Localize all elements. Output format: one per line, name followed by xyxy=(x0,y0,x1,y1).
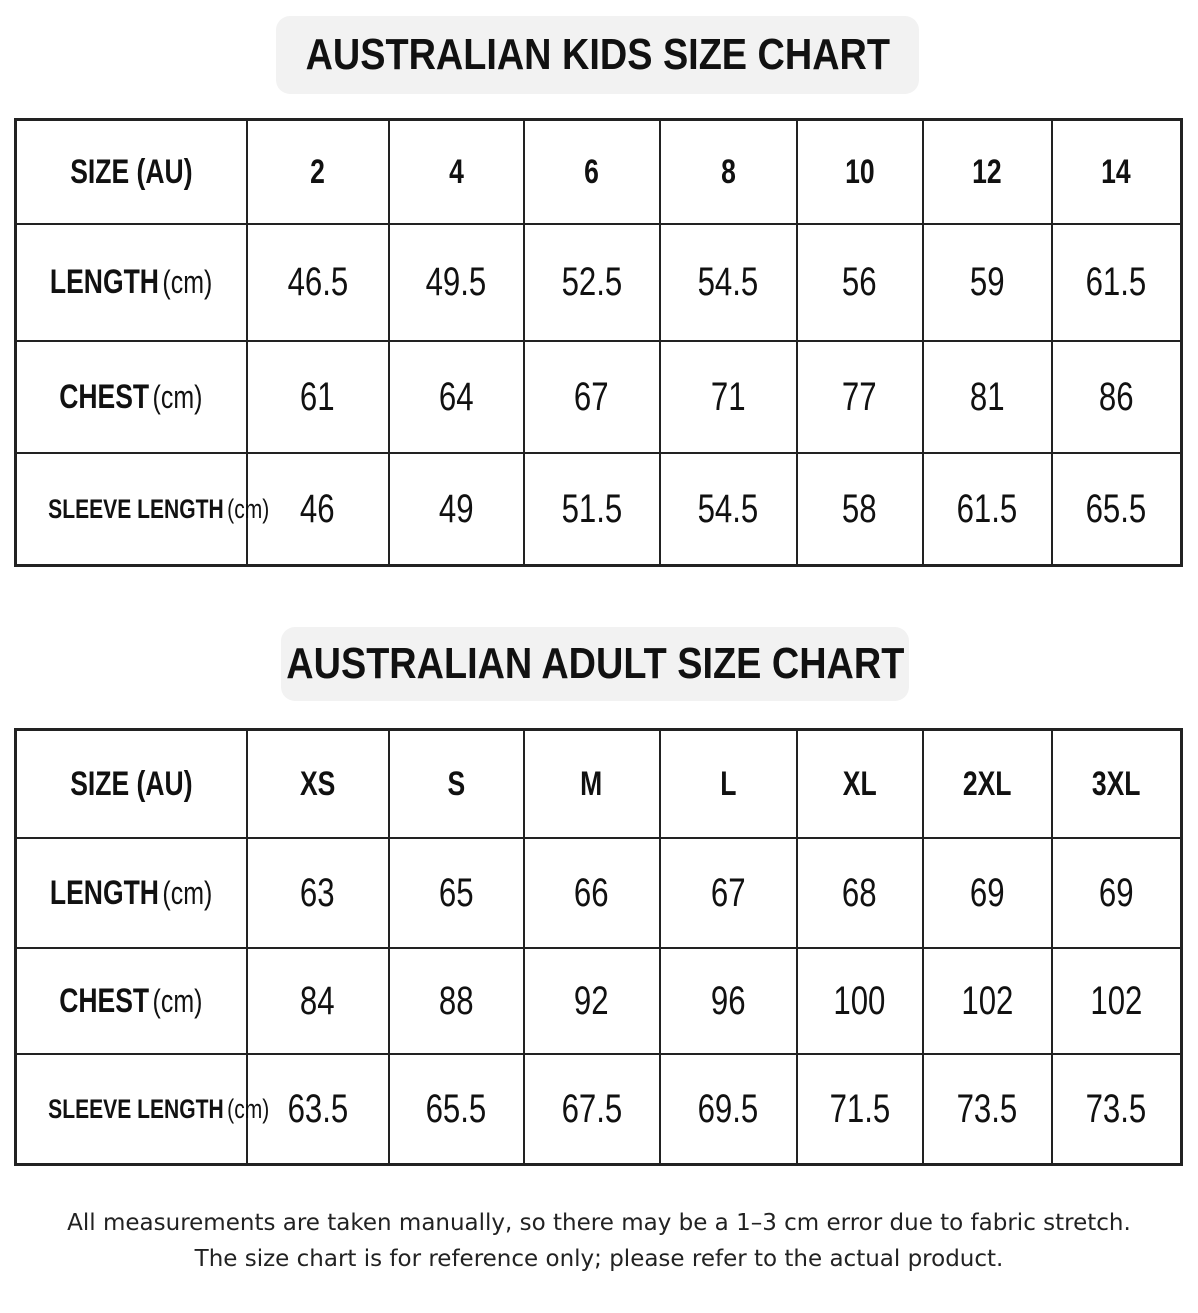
value-cell: 68 xyxy=(797,838,923,948)
value-cell: 73.5 xyxy=(923,1054,1052,1165)
value-cell: 67.5 xyxy=(524,1054,660,1165)
header-row xyxy=(16,120,1182,225)
row-label-cell: LENGTH (cm) xyxy=(16,838,247,948)
header-label-cell: SIZE (AU) xyxy=(16,730,247,839)
kids-chart-title-text: AUSTRALIAN KIDS SIZE CHART xyxy=(305,30,890,79)
chest-row xyxy=(16,948,1182,1054)
value-cell: 71.5 xyxy=(797,1054,923,1165)
value-cell: 46.5 xyxy=(247,224,389,341)
value-cell: 63 xyxy=(247,838,389,948)
header-row xyxy=(16,730,1182,839)
size-cell: XL xyxy=(797,730,923,839)
value-cell: 100 xyxy=(797,948,923,1054)
size-cell: 10 xyxy=(797,120,923,225)
value-cell: 92 xyxy=(524,948,660,1054)
sleeve-length-row xyxy=(16,453,1182,566)
size-cell: XS xyxy=(247,730,389,839)
value-cell: 61.5 xyxy=(1052,224,1182,341)
value-cell: 65.5 xyxy=(389,1054,524,1165)
value-cell: 69 xyxy=(923,838,1052,948)
row-label-cell: CHEST (cm) xyxy=(16,948,247,1054)
value-cell: 49.5 xyxy=(389,224,524,341)
value-cell: 67 xyxy=(660,838,797,948)
size-cell: 6 xyxy=(524,120,660,225)
adult-chart-title xyxy=(281,627,909,701)
value-cell: 65 xyxy=(389,838,524,948)
value-cell: 61.5 xyxy=(923,453,1052,566)
value-cell: 54.5 xyxy=(660,224,797,341)
value-cell: 61 xyxy=(247,341,389,453)
row-label-cell: SLEEVE LENGTH (cm) xyxy=(16,453,247,566)
chest-row xyxy=(16,341,1182,453)
size-cell: 8 xyxy=(660,120,797,225)
value-cell: 51.5 xyxy=(524,453,660,566)
value-cell: 66 xyxy=(524,838,660,948)
value-cell: 49 xyxy=(389,453,524,566)
value-cell: 63.5 xyxy=(247,1054,389,1165)
value-cell: 65.5 xyxy=(1052,453,1182,566)
value-cell: 88 xyxy=(389,948,524,1054)
value-cell: 58 xyxy=(797,453,923,566)
value-cell: 102 xyxy=(923,948,1052,1054)
adult-size-table xyxy=(14,728,1183,1166)
value-cell: 96 xyxy=(660,948,797,1054)
sleeve-length-row xyxy=(16,1054,1182,1165)
value-cell: 84 xyxy=(247,948,389,1054)
length-row xyxy=(16,224,1182,341)
value-cell: 77 xyxy=(797,341,923,453)
row-label-cell: SLEEVE LENGTH (cm) xyxy=(16,1054,247,1165)
value-cell: 102 xyxy=(1052,948,1182,1054)
value-cell: 54.5 xyxy=(660,453,797,566)
value-cell: 46 xyxy=(247,453,389,566)
row-label-cell: LENGTH (cm) xyxy=(16,224,247,341)
value-cell: 73.5 xyxy=(1052,1054,1182,1165)
size-cell: L xyxy=(660,730,797,839)
kids-chart-title xyxy=(276,16,919,94)
value-cell: 67 xyxy=(524,341,660,453)
row-label-cell: CHEST (cm) xyxy=(16,341,247,453)
value-cell: 69.5 xyxy=(660,1054,797,1165)
value-cell: 71 xyxy=(660,341,797,453)
size-cell: 4 xyxy=(389,120,524,225)
value-cell: 59 xyxy=(923,224,1052,341)
value-cell: 56 xyxy=(797,224,923,341)
value-cell: 52.5 xyxy=(524,224,660,341)
value-cell: 64 xyxy=(389,341,524,453)
kids-size-table xyxy=(14,118,1183,567)
adult-chart-title-text: AUSTRALIAN ADULT SIZE CHART xyxy=(286,639,905,688)
size-cell: M xyxy=(524,730,660,839)
value-cell: 86 xyxy=(1052,341,1182,453)
size-cell: 2XL xyxy=(923,730,1052,839)
value-cell: 81 xyxy=(923,341,1052,453)
size-cell: 12 xyxy=(923,120,1052,225)
header-label-cell: SIZE (AU) xyxy=(16,120,247,225)
length-row xyxy=(16,838,1182,948)
value-cell: 69 xyxy=(1052,838,1182,948)
size-cell: S xyxy=(389,730,524,839)
reference-note: The size chart is for reference only; please refer to the actual product. xyxy=(194,1246,1004,1272)
measurement-note: All measurements are taken manually, so there may be a 1–3 cm error due to fabric stretch. xyxy=(67,1210,1131,1236)
size-cell: 2 xyxy=(247,120,389,225)
size-cell: 14 xyxy=(1052,120,1182,225)
size-cell: 3XL xyxy=(1052,730,1182,839)
